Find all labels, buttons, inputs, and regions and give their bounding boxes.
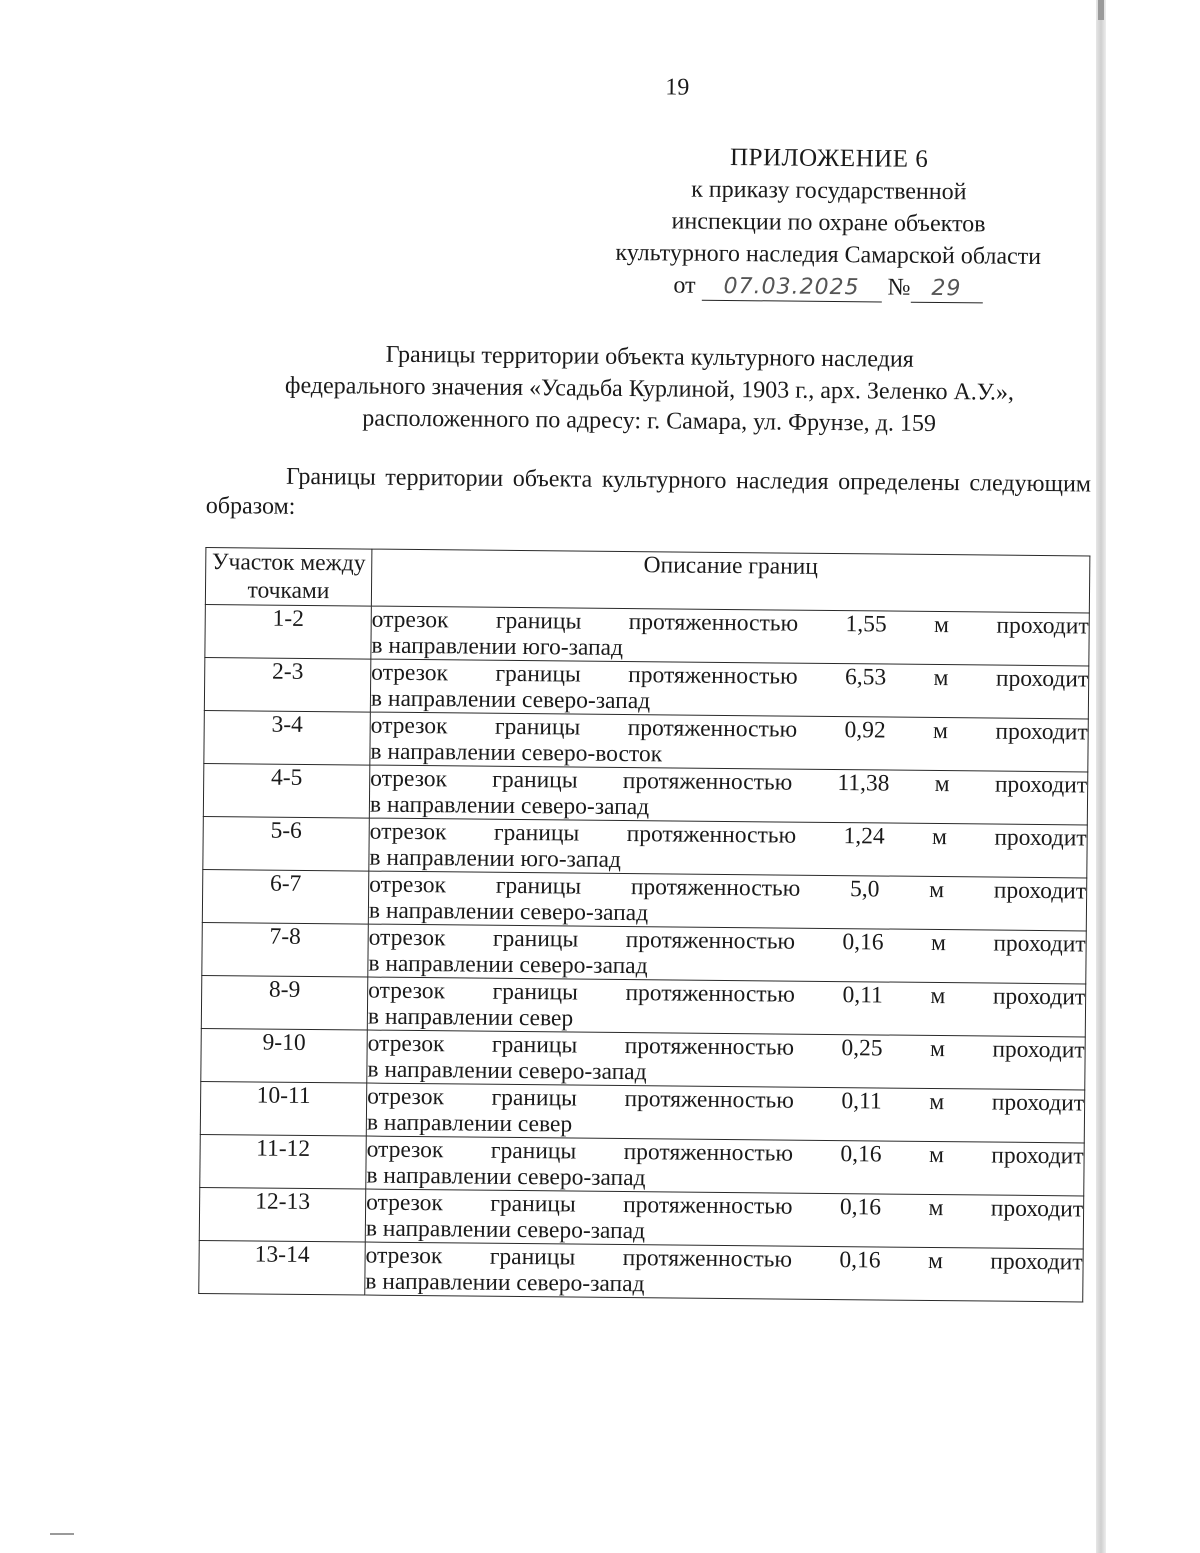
desc-word: границы [490,1190,576,1218]
segment-direction: в направлении северо-запад [370,685,651,715]
desc-word: проходит [992,1036,1085,1064]
segment-length: 1,55 [845,611,887,638]
segment-direction: в направлении юго-запад [369,844,622,873]
desc-word: границы [492,766,578,794]
table-row [203,816,1087,877]
table-row [201,975,1085,1036]
segment-direction: в направлении северо-запад [369,791,650,821]
segment-length: 6,53 [844,664,887,691]
scan-artifact-mark [50,1533,74,1535]
desc-word: проходит [993,877,1087,905]
appendix-line: к приказу государственной [691,176,967,206]
segment-length: 0,25 [841,1035,883,1062]
desc-word: проходит [995,665,1089,693]
description-cell [365,1242,1083,1302]
segment-direction: в направлении северо-запад [365,1215,646,1245]
desc-word: проходит [995,718,1088,746]
appendix-header [588,141,1070,306]
length-unit: м [929,1088,945,1116]
description-cell [366,1083,1084,1143]
segment-length: 1,24 [843,823,885,850]
desc-word: отрезок [367,1083,445,1111]
table-row [202,922,1086,983]
desc-word: границы [491,1031,578,1059]
desc-word: проходит [991,1089,1085,1117]
length-unit: м [928,1194,944,1222]
desc-word: отрезок [369,818,447,846]
table-header-row [205,547,1090,612]
description-cell [365,1189,1083,1249]
segment-length: 0,11 [842,982,883,1009]
segment-cell: 12-13 [199,1187,366,1242]
table-row [200,1081,1084,1142]
table-row [203,763,1087,824]
description-cell [371,606,1089,666]
description-cell [370,712,1088,772]
segment-length: 0,16 [840,1141,882,1168]
desc-word: отрезок [365,1242,443,1270]
document-content [198,70,1095,1302]
boundaries-table [198,547,1090,1302]
segment-direction: в направлении северо-запад [367,1056,647,1086]
description-cell [368,871,1086,931]
handwritten-date: 07.03.2025 [701,274,881,303]
table-row [204,657,1088,718]
desc-word: границы [491,1084,578,1112]
table-row [200,1134,1084,1195]
desc-word: границы [493,819,580,847]
desc-word: отрезок [369,871,447,899]
desc-word: отрезок [371,659,449,687]
desc-word: протяженностью [623,1192,793,1220]
segment-direction: в направлении северо-запад [368,950,648,980]
order-date-number-line [673,269,982,304]
segment-cell: 8-9 [201,975,368,1030]
intro-paragraph: Границы территории объекта культурного наследия определены следующим образом: [205,463,1092,520]
desc-word: протяженностью [625,927,796,955]
segment-cell: 11-12 [200,1134,367,1189]
desc-word: отрезок [370,712,448,740]
length-unit: м [930,982,946,1010]
title-line: расположенного по адресу: г. Самара, ул. Фрунзе, д. 159 [362,405,937,437]
table-row [205,604,1089,665]
desc-word: протяженностью [630,874,801,902]
segment-length: 11,38 [837,770,890,797]
desc-word: отрезок [367,1030,445,1058]
scan-corner-mark [1098,0,1104,20]
segment-cell: 9-10 [201,1028,368,1083]
segment-direction: в направлении юго-запад [371,632,624,661]
desc-word: проходит [994,824,1087,852]
length-unit: м [929,876,945,904]
title-line: Границы территории объекта культурного наследия [385,341,914,373]
segment-cell: 13-14 [199,1240,366,1295]
segment-cell: 2-3 [204,657,371,712]
description-cell [368,924,1086,984]
length-unit: м [931,823,948,851]
table-body [199,604,1090,1301]
desc-word: проходит [992,983,1086,1011]
desc-word: границы [495,872,582,900]
description-cell [367,1030,1085,1090]
length-unit: м [927,1247,944,1275]
desc-word: границы [495,660,581,688]
desc-word: проходит [990,1248,1083,1276]
desc-word: протяженностью [625,980,796,1008]
scan-edge-shadow [1096,0,1106,1553]
desc-word: отрезок [371,606,449,634]
handwritten-number: 29 [910,276,982,304]
header-segment: Участок между точками [205,547,372,606]
segment-direction: в направлении север [367,1003,574,1032]
segment-cell: 6-7 [202,869,369,924]
desc-word: протяженностью [622,767,793,796]
segment-length: 0,92 [844,717,886,744]
length-unit: м [929,1035,946,1063]
desc-word: протяженностью [623,1139,794,1167]
desc-word: проходит [994,771,1088,799]
segment-direction: в направлении северо-запад [368,897,649,927]
desc-word: отрезок [370,765,448,793]
table-row [201,1028,1085,1089]
title-line: федерального значения «Усадьба Курлиной, 1903 г., арх. Зеленко А.У.», [284,372,1015,406]
length-unit: м [934,611,950,639]
desc-word: границы [492,978,579,1006]
appendix-title: ПРИЛОЖЕНИЕ 6 [729,143,929,173]
segment-direction: в направлении северо-восток [370,738,663,768]
segment-cell: 3-4 [204,710,371,765]
segment-cell: 5-6 [203,816,370,871]
from-label: от [673,272,696,299]
desc-word: отрезок [368,977,446,1005]
desc-word: проходит [993,930,1086,958]
length-unit: м [930,929,947,957]
description-cell [370,659,1088,719]
header-description: Описание границ [371,549,1090,613]
desc-word: границы [489,1243,576,1271]
table-row [202,869,1086,930]
segment-length: 0,16 [839,1247,881,1274]
description-cell [367,977,1085,1037]
desc-word: протяженностью [624,1086,794,1114]
desc-word: протяженностью [624,1033,795,1061]
desc-word: проходит [990,1195,1084,1223]
desc-word: проходит [991,1142,1084,1170]
table-row [204,710,1088,771]
segment-cell: 4-5 [203,763,370,818]
desc-word: протяженностью [626,821,797,849]
desc-word: отрезок [366,1136,444,1164]
table-row [199,1187,1083,1248]
segment-direction: в направлении северо-запад [366,1162,646,1192]
desc-word: отрезок [366,1189,444,1217]
segment-length: 0,16 [842,929,884,956]
segment-cell: 1-2 [205,604,372,659]
number-label: № [887,274,911,301]
appendix-line: культурного наследия Самарской области [615,239,1042,270]
desc-word: проходит [996,612,1089,640]
segment-direction: в направлении северо-запад [365,1268,645,1298]
segment-length: 0,11 [841,1088,882,1115]
appendix-line: инспекции по охране объектов [671,208,986,238]
segment-length: 5,0 [849,876,880,903]
document-title [207,337,1093,441]
length-unit: м [933,664,949,692]
desc-word: границы [495,607,582,635]
desc-word: протяженностью [622,1245,793,1273]
segment-cell: 7-8 [202,922,369,977]
desc-word: границы [490,1137,577,1165]
segment-length: 0,16 [839,1194,882,1221]
table-row [199,1240,1083,1301]
description-cell [369,765,1087,825]
description-cell [366,1136,1084,1196]
length-unit: м [932,717,949,745]
page-number: 19 [665,74,690,101]
desc-word: протяженностью [627,715,798,743]
desc-word: отрезок [368,924,446,952]
segment-direction: в направлении север [366,1109,573,1138]
desc-word: границы [492,925,579,953]
segment-cell: 10-11 [200,1081,367,1136]
description-cell [369,818,1087,878]
length-unit: м [934,770,950,798]
length-unit: м [928,1141,945,1169]
desc-word: границы [494,713,581,741]
desc-word: протяженностью [628,662,798,690]
desc-word: протяженностью [628,609,799,637]
